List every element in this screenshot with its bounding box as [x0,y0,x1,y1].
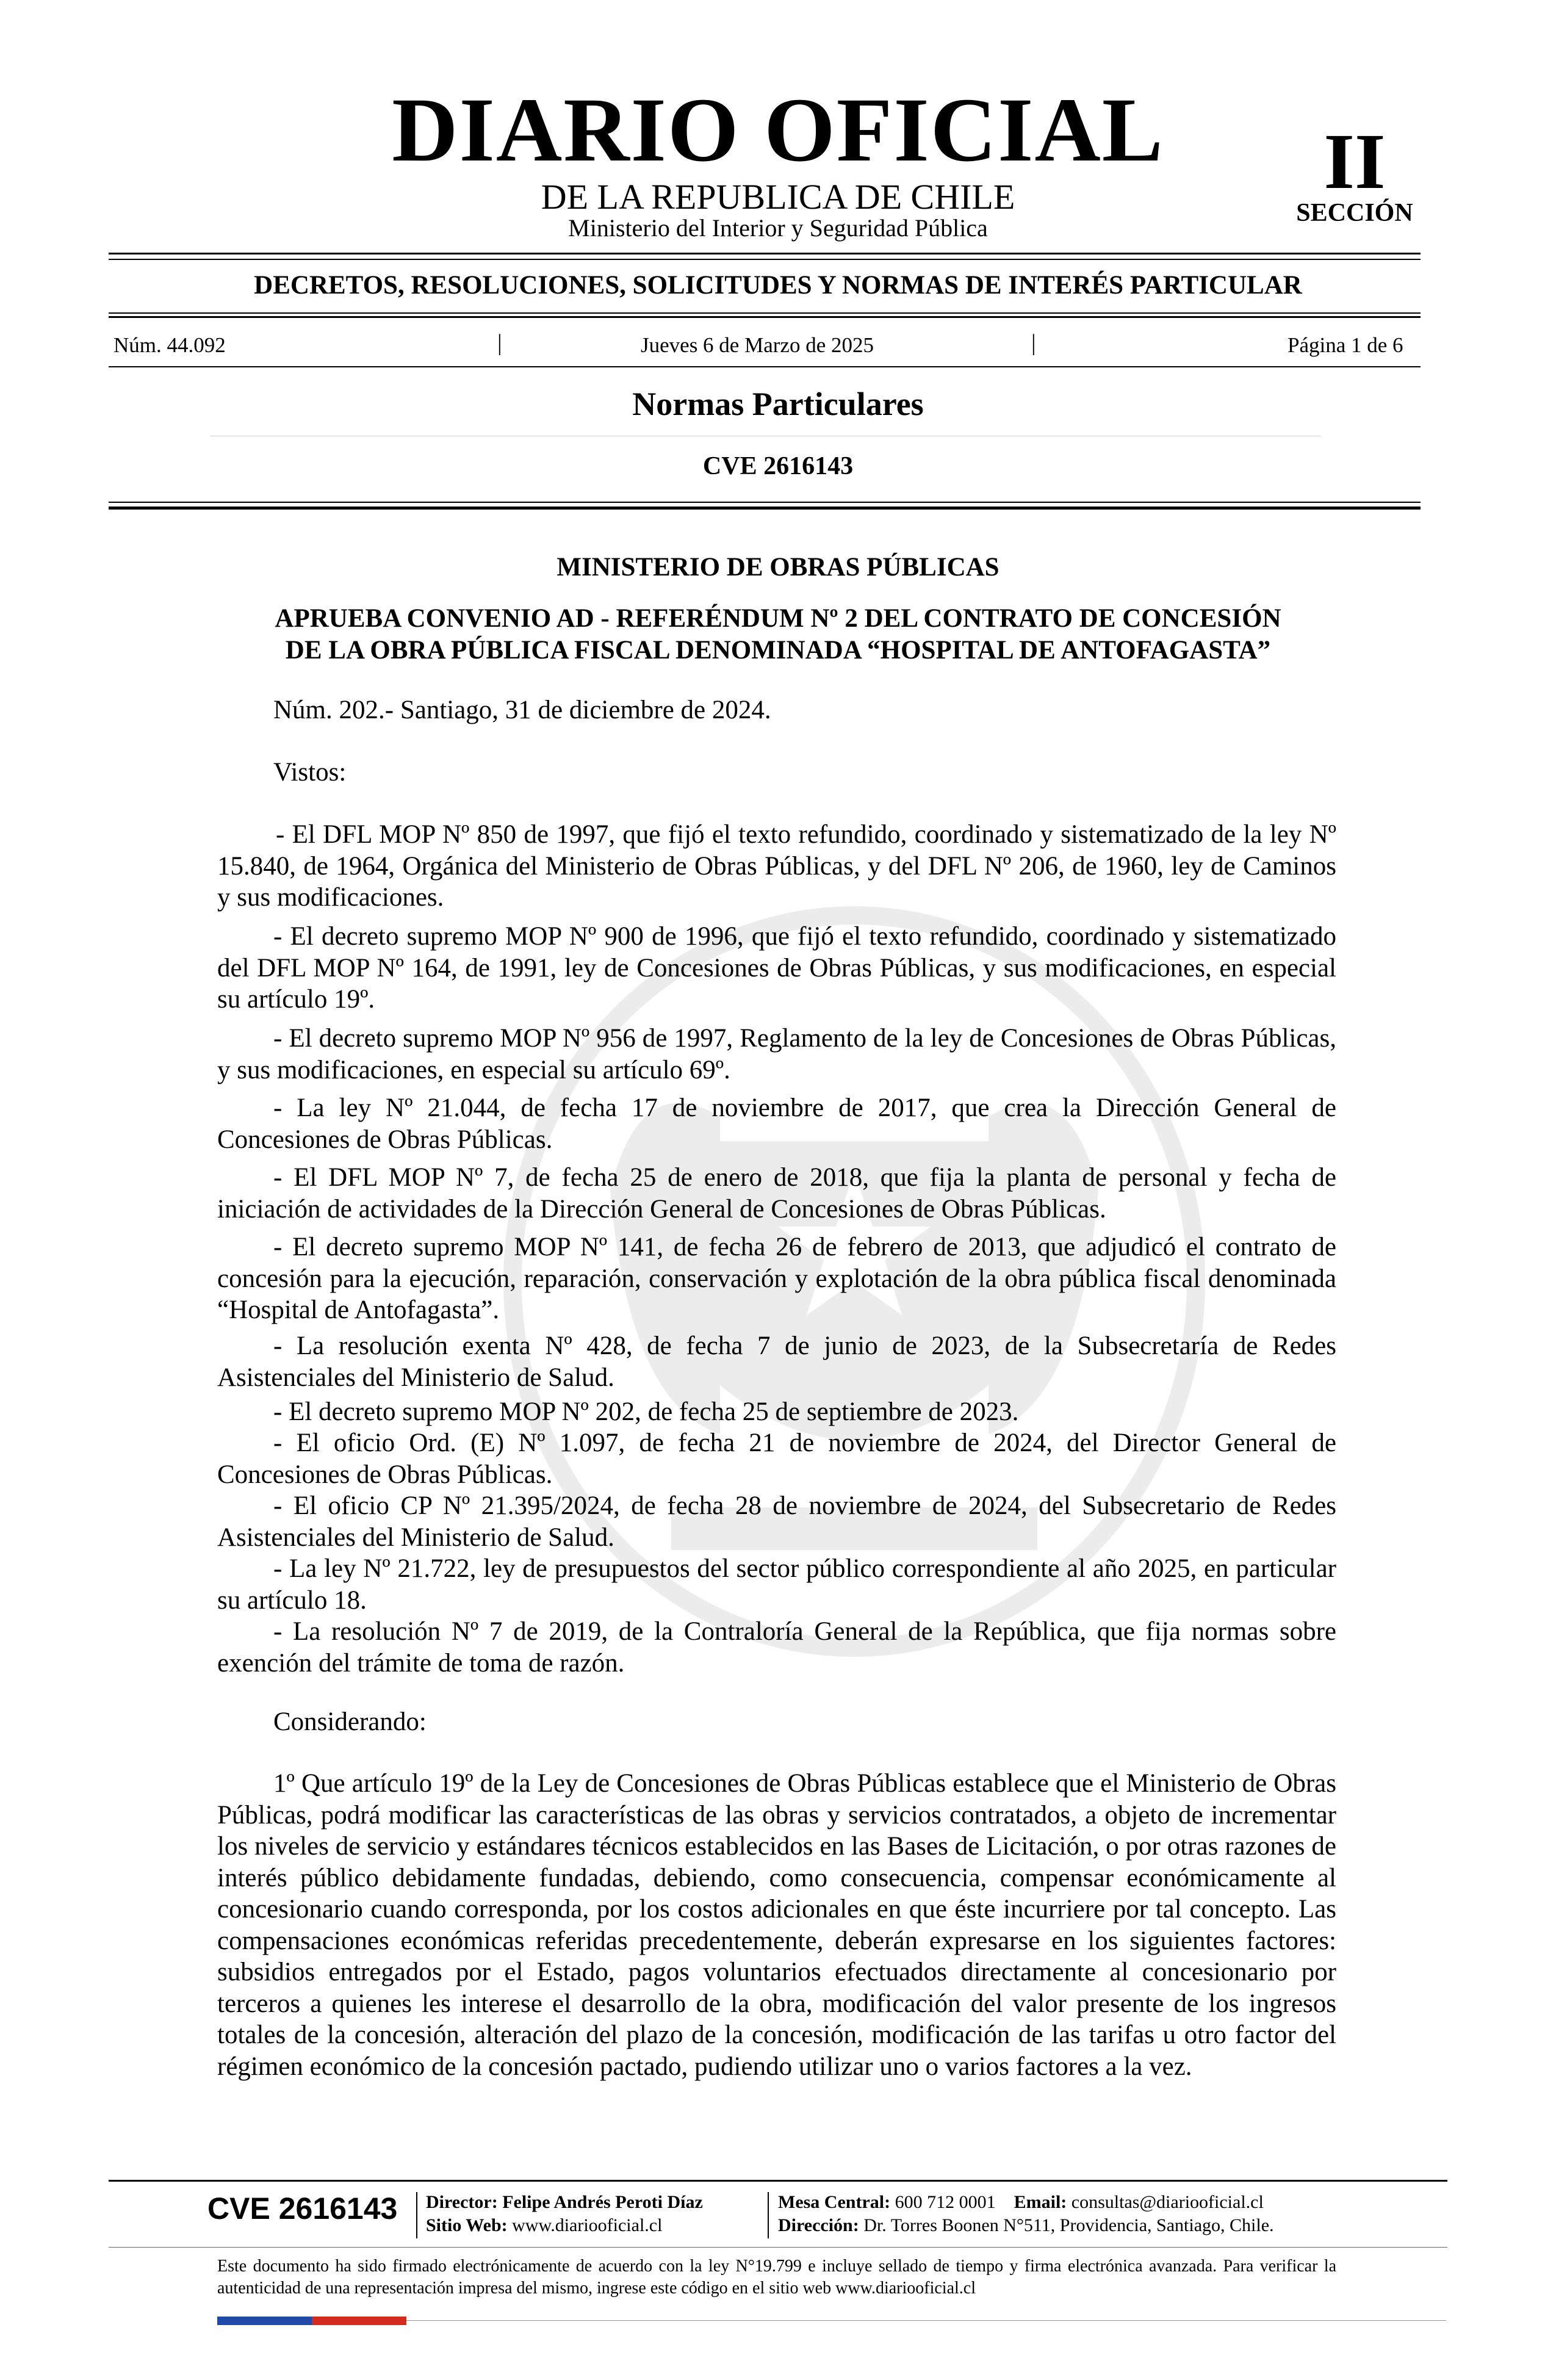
decree-number: Núm. 202.- Santiago, 31 de diciembre de 2024. [273,696,771,724]
vistos-item: - La resolución exenta Nº 428, de fecha 7 de junio de 2023, de la Subsecretaría de Redes Asistenciales del Ministerio de Salud. [217,1332,1336,1392]
site-link[interactable]: www.diariooficial.cl [512,2215,663,2235]
header-rule [109,312,1421,314]
separator: | [497,330,502,356]
newspaper-subtitle: DE LA REPUBLICA DE CHILE [541,177,1015,217]
footer-cve-code: CVE 2616143 [207,2191,398,2226]
flag-bar-blue [217,2317,312,2325]
email-link[interactable]: consultas@diariooficial.cl [1071,2192,1264,2212]
flag-bar-line [406,2320,1446,2321]
section-label: SECCIÓN [1296,199,1413,227]
site-label: Sitio Web: [426,2215,508,2235]
section-title: Normas Particulares [632,386,924,422]
considerando-paragraph: 1º Que artículo 19º de la Ley de Concesiones de Obras Públicas establece que el Ministerio de Obras Públicas, podrá modificar las características de las obras y servicios contratados, a objeto de incrementar los niveles de servicio y estándares técnicos establecidos en las Bases de Licitación, o por otras razones de interés público debidamente fundadas, debiendo, como consecuencia, compensar económicamente al concesionario cuando corresponda, por los costos adicionales en que éste incurriere por tal concepto. Las compensaciones económicas referidas precedentemente, deberán expresarse en los siguientes factores: subsidios entregados por el Estado, pagos voluntarios efectuados directamente al concesionario por terceros a quienes les interese el desarrollo de la obra, modificación del valor presente de los ingresos totales de la concesión, alteración del plazo de la concesión, modificación de las tarifas u otro factor del régimen económico de la concesión pactado, pudiendo utilizar uno o varios factores a la vez. [217,1769,1336,2081]
address-label: Dirección: [778,2215,859,2235]
vistos-label: Vistos: [273,758,347,787]
address-text: Dr. Torres Boonen N°511, Providencia, Santiago, Chile. [863,2215,1274,2235]
newspaper-title: DIARIO OFICIAL [392,79,1164,181]
vistos-item: - La ley Nº 21.722, ley de presupuestos del sector público correspondiente al año 2025, en particular su artículo 18. [217,1554,1336,1615]
separator: | [1031,330,1036,356]
category-banner: DECRETOS, RESOLUCIONES, SOLICITUDES Y NORMAS DE INTERÉS PARTICULAR [254,271,1302,300]
ministry-heading: MINISTERIO DE OBRAS PÚBLICAS [556,553,1000,582]
phone-number: 600 712 0001 [895,2192,996,2212]
footer-rule [109,2180,1447,2182]
section-number: II [1324,118,1386,206]
director-label: Director: [426,2192,498,2212]
flag-bar-red [312,2317,406,2325]
footer-signature-note: Este documento ha sido firmado electrónicamente de acuerdo con la ley N°19.799 e incluye sellado de tiempo y firma electrónica avanzada. Para verificar la autenticidad de una representación impresa del mismo, ingrese este código en el sitio web www.diariooficial.cl [217,2257,1336,2298]
ministry-line: Ministerio del Interior y Seguridad Pública [568,214,988,242]
phone-label: Mesa Central: [778,2192,891,2212]
considerando-label: Considerando: [273,1707,427,1736]
footer-divider [768,2192,769,2238]
vistos-item: - El decreto supremo MOP Nº 202, de fecha 25 de septiembre de 2023. [273,1397,1019,1426]
decree-heading-line: APRUEBA CONVENIO AD - REFERÉNDUM Nº 2 DEL CONTRATO DE CONCESIÓN [275,604,1281,633]
footer-contact [778,2191,1264,2214]
email-label: Email: [1014,2192,1067,2212]
vistos-item: - La resolución Nº 7 de 2019, de la Contraloría General de la República, que fija normas sobre exención del trámite de toma de razón. [217,1617,1336,1678]
decree-heading [183,603,1373,666]
cve-code: CVE 2616143 [702,452,854,480]
meta-rule [109,366,1421,367]
footer-director [426,2191,703,2214]
footer-address [778,2214,1274,2237]
vistos-item: - El oficio CP Nº 21.395/2024, de fecha 28 de noviembre de 2024, del Subsecretario de Redes Asistenciales del Ministerio de Salud. [217,1491,1336,1552]
issue-number: Núm. 44.092 [113,333,226,357]
vistos-item: - El decreto supremo MOP Nº 141, de fecha 26 de febrero de 2013, que adjudicó el contrato de concesión para la ejecución, reparación, conservación y explotación de la obra pública fiscal denominada “Hospital de Antofagasta”. [217,1233,1336,1324]
page-number: Página 1 de 6 [1288,333,1403,357]
header-rule [109,316,1421,318]
footer-thin-rule [109,2247,1447,2248]
vistos-item: - El DFL MOP Nº 7, de fecha 25 de enero de 2018, que fija la planta de personal y fecha de iniciación de actividades de la Dirección General de Concesiones de Obras Públicas. [217,1163,1336,1224]
issue-date: Jueves 6 de Marzo de 2025 [641,333,874,357]
vistos-item: - El DFL MOP Nº 850 de 1997, que fijó el texto refundido, coordinado y sistematizado de la ley Nº 15.840, de 1964, Orgánica del Ministerio de Obras Públicas, y del DFL Nº 206, de 1960, ley de Caminos y sus modificaciones. [217,820,1336,912]
vistos-item: - El oficio Ord. (E) Nº 1.097, de fecha 21 de noviembre de 2024, del Director General de Concesiones de Obras Públicas. [217,1429,1336,1489]
cve-rule [109,507,1421,510]
cve-rule [109,502,1421,503]
director-name: Felipe Andrés Peroti Díaz [502,2192,703,2212]
decree-heading-line: DE LA OBRA PÚBLICA FISCAL DENOMINADA “HOSPITAL DE ANTOFAGASTA” [285,636,1271,665]
footer-site [426,2214,662,2237]
header-rule [109,253,1421,254]
vistos-item: - El decreto supremo MOP Nº 956 de 1997, Reglamento de la ley de Concesiones de Obras Públicas, y sus modificaciones, en especial su artículo 69º. [217,1024,1336,1084]
footer-divider [416,2192,417,2238]
vistos-item: - El decreto supremo MOP Nº 900 de 1996, que fijó el texto refundido, coordinado y sistematizado del DFL MOP Nº 164, de 1991, ley de Concesiones de Obras Públicas, y sus modificaciones, en especial su artículo 19º. [217,922,1336,1014]
vistos-item: - La ley Nº 21.044, de fecha 17 de noviembre de 2017, que crea la Dirección General de Concesiones de Obras Públicas. [217,1094,1336,1154]
header-rule [109,259,1421,260]
